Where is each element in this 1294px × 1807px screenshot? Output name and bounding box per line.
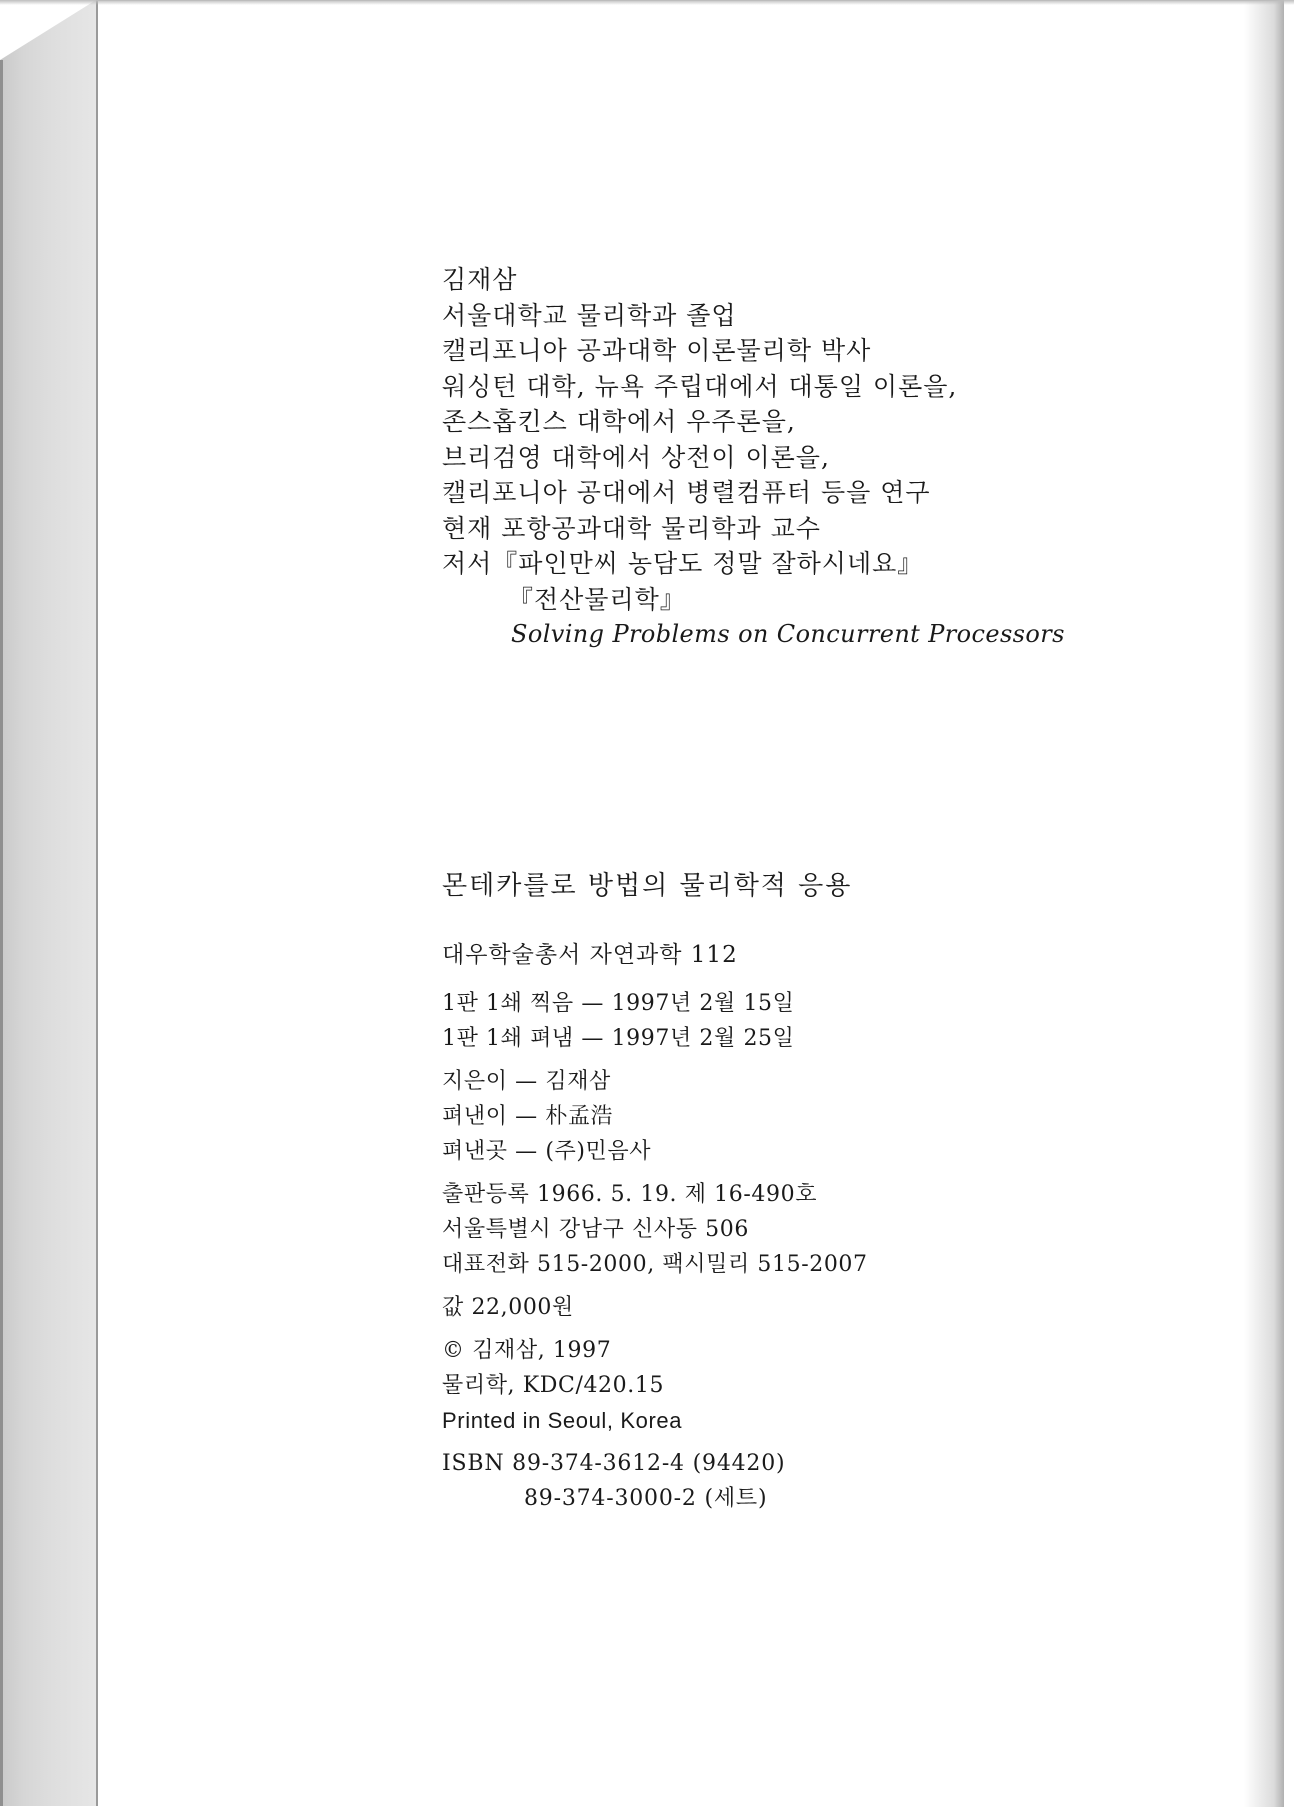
publisher-line: 대표전화 515-2000, 팩시밀리 515-2007: [442, 1252, 868, 1277]
author-name: 김재삼: [442, 265, 518, 294]
publisher-line: 출판등록 1966. 5. 19. 제 16-490호: [442, 1182, 818, 1207]
works-line: 『전산물리학』: [508, 584, 686, 614]
works-line: 저서『파인만씨 농담도 정말 잘하시네요』: [442, 549, 924, 578]
credit-line: 펴낸곳 — (주)민음사: [442, 1139, 652, 1164]
price-line: 값 22,000원: [442, 1295, 574, 1320]
bio-line: 현재 포항공과대학 물리학과 교수: [442, 513, 821, 543]
isbn: [442, 1446, 1142, 1516]
book-title: 몬테카를로 방법의 물리학적 응용: [442, 871, 853, 901]
printing-line: 1판 1쇄 찍음 — 1997년 2월 15일: [442, 991, 795, 1016]
book-spine-edge: [0, 60, 3, 1806]
bio-line: 존스홉킨스 대학에서 우주론을,: [442, 407, 796, 436]
printing-dates: [442, 986, 1142, 1056]
credit-line: 지은이 — 김재삼: [442, 1069, 611, 1094]
publisher-info: [442, 1177, 1142, 1282]
bio-line: 브리검영 대학에서 상전이 이론을,: [442, 442, 830, 472]
isbn-line: ISBN 89-374-3612-4 (94420): [442, 1451, 786, 1476]
book-spine: [0, 0, 96, 1806]
bio-line: 서울대학교 물리학과 졸업: [442, 300, 737, 330]
rights-line: 물리학, KDC/420.15: [442, 1373, 665, 1398]
bio-line: 캘리포니아 공대에서 병렬컴퓨터 등을 연구: [442, 478, 931, 507]
author-bio: [442, 262, 1082, 653]
publisher-line: 서울특별시 강남구 신사동 506: [442, 1217, 749, 1242]
isbn-line: 89-374-3000-2 (세트): [524, 1486, 768, 1511]
works-line-english: Solving Problems on Concurrent Processors: [511, 620, 1065, 648]
rights-line: © 김재삼, 1997: [442, 1338, 612, 1363]
credits: [442, 1064, 1142, 1169]
page-edge-shadow: [1244, 1, 1284, 1807]
price: [442, 1290, 1142, 1325]
book-top-edge: [0, 0, 1294, 5]
colophon: [442, 866, 1142, 1524]
rights-line: Printed in Seoul, Korea: [442, 1408, 683, 1433]
rights: [442, 1333, 1142, 1438]
printing-line: 1판 1쇄 펴냄 — 1997년 2월 25일: [442, 1026, 795, 1051]
series-name: 대우학술총서 자연과학 112: [442, 942, 738, 968]
credit-line: 펴낸이 — 朴孟浩: [442, 1104, 614, 1129]
bio-line: 워싱턴 대학, 뉴욕 주립대에서 대통일 이론을,: [442, 371, 958, 401]
bio-line: 캘리포니아 공과대학 이론물리학 박사: [442, 336, 872, 365]
